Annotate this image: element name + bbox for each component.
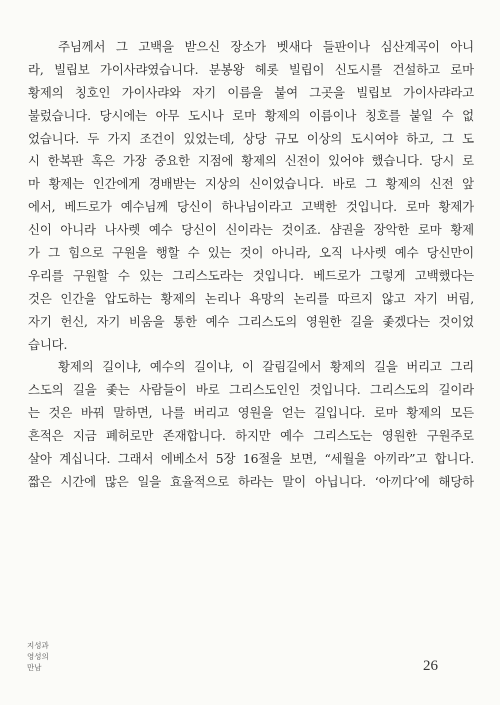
paragraph-2 [28,356,474,493]
text-line: 마 황제는 인간에게 경배받는 지상의 신이었습니다. 바로 그 황제의 신전 앞 [28,176,474,192]
text-line: 황제의 길이냐, 예수의 길이냐, 이 갈림길에서 황제의 길을 버리고 그리 [58,359,474,375]
text-line: 습니다. [28,336,68,352]
text-line: 에서, 베드로가 예수님께 당신이 하나님이라고 고백한 것입니다. 로마 황제가 [28,199,474,215]
book-title-line: 지성과 [27,641,49,650]
text-line: 주님께서 그 고백을 받으신 장소가 벳새다 들판이나 심산계곡이 아니 [58,39,474,54]
book-title-line: 영성의 [27,652,49,661]
text-line: 가 그 힘으로 구원을 행할 수 있는 것이 아니라, 오직 나사렛 예수 당신만이 [28,245,474,261]
text-line: 는 것은 바꿔 말하면, 나를 버리고 영원을 얻는 길입니다. 로마 황제의 모든 [28,405,474,421]
text-line: 자기 헌신, 자기 비움을 통한 예수 그리스도의 영원한 길을 좇겠다는 것이었 [28,313,474,329]
text-line: 었습니다. 두 가지 조건이 있었는데, 상당 규모 이상의 도시여야 하고, 그 도 [28,130,474,146]
book-title-line: 만남 [27,663,42,672]
paragraph-1 [28,36,474,356]
text-line: 짧은 시간에 많은 일을 효율적으로 하라는 말이 아닙니다. ‘아끼다’에 해당하 [28,473,474,489]
text-line: 것은 인간을 압도하는 황제의 논리나 욕망의 논리를 따르지 않고 자기 버림, [28,290,474,306]
body-text [28,36,474,494]
text-line: 흔적은 지금 폐허로만 존재합니다. 하지만 예수 그리스도는 영원한 구원주로 [28,428,474,444]
text-line: 스도의 길을 좇는 사람들이 바로 그리스도인인 것입니다. 그리스도의 길이라 [28,382,474,398]
text-line: 황제의 칭호인 가이사랴와 자기 이름을 붙여 그곳을 빌립보 가이사랴라고 [28,84,474,100]
text-line: 라, 빌립보 가이사랴였습니다. 분봉왕 헤롯 빌립이 신도시를 건설하고 로마 [28,61,474,77]
text-line: 우리를 구원할 수 있는 그리스도라는 것입니다. 베드로가 그렇게 고백했다는 [28,267,474,283]
text-line: 신이 아니라 나사렛 예수 당신이 신이라는 것이죠. 샴권을 장악한 로마 황제 [28,222,474,238]
text-line: 불렀습니다. 당시에는 아무 도시나 로마 황제의 이름이나 칭호를 붙일 수 없 [28,107,474,123]
text-line: 살아 계십니다. 그래서 에베소서 5장 16절을 보면, “세월을 아끼라”고 합니다. [28,451,474,467]
text-line: 시 한복판 혹은 가장 중요한 지점에 황제의 신전이 있어야 했습니다. 당시 로 [28,153,474,169]
book-title-label [27,640,49,673]
page-number: 26 [423,658,438,674]
